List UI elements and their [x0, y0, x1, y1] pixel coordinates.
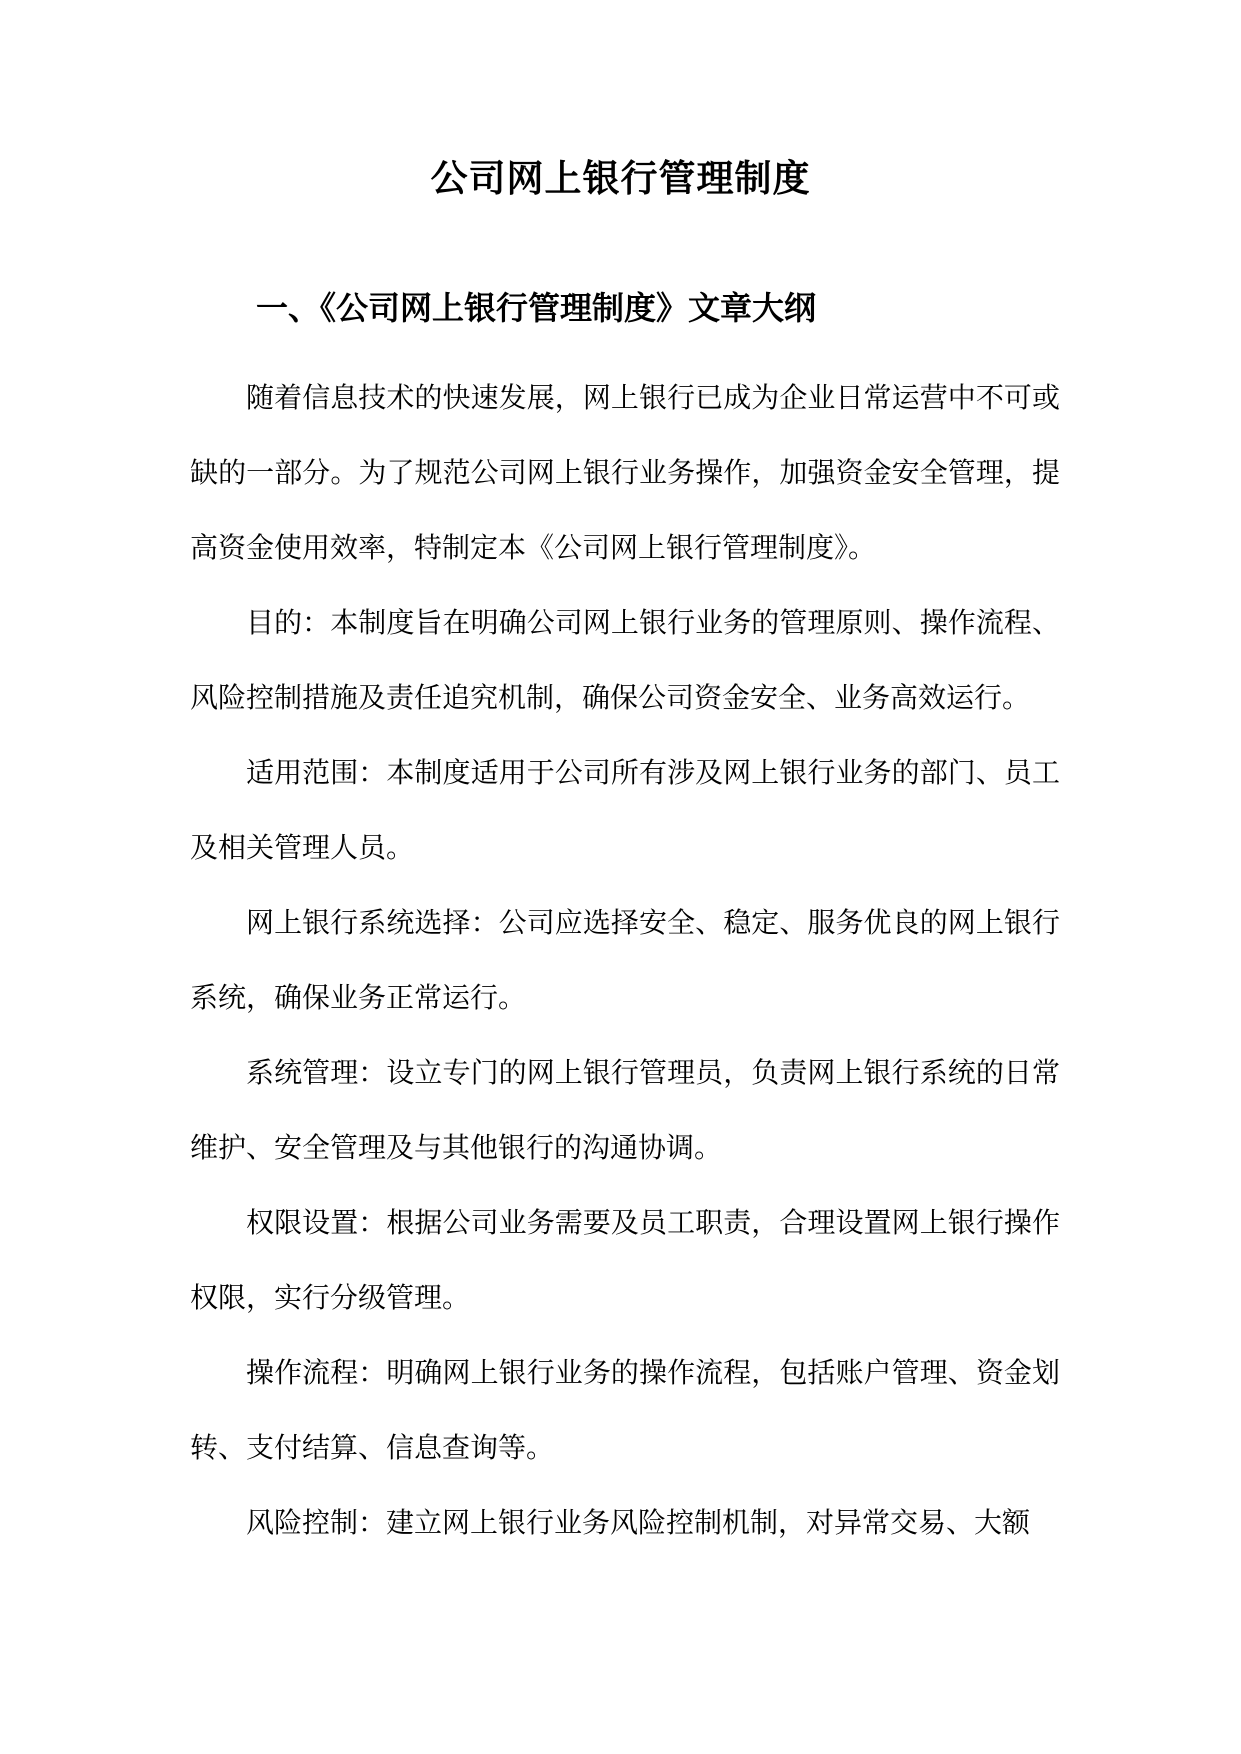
- paragraph-system-selection: 网上银行系统选择：公司应选择安全、稳定、服务优良的网上银行系统，确保业务正常运行。: [190, 906, 1060, 1014]
- paragraph-permissions: 权限设置：根据公司业务需要及员工职责，合理设置网上银行操作权限，实行分级管理。: [190, 1206, 1060, 1314]
- paragraph-scope: 适用范围：本制度适用于公司所有涉及网上银行业务的部门、员工及相关管理人员。: [190, 756, 1060, 864]
- paragraph-purpose: 目的：本制度旨在明确公司网上银行业务的管理原则、操作流程、风险控制措施及责任追究机制，确保公司资金安全、业务高效运行。: [190, 606, 1060, 714]
- document-title: 公司网上银行管理制度: [430, 157, 811, 200]
- paragraph-workflow: 操作流程：明确网上银行业务的操作流程，包括账户管理、资金划转、支付结算、信息查询等。: [190, 1356, 1060, 1464]
- paragraph-risk-control: 风险控制：建立网上银行业务风险控制机制，对异常交易、大额: [246, 1506, 1031, 1539]
- document-body: [190, 360, 1060, 1560]
- paragraph-intro: 随着信息技术的快速发展，网上银行已成为企业日常运营中不可或缺的一部分。为了规范公司网上银行业务操作，加强资金安全管理，提高资金使用效率，特制定本《公司网上银行管理制度》。: [190, 381, 1060, 564]
- section-heading: 一、《公司网上银行管理制度》文章大纲: [256, 289, 817, 327]
- paragraph-system-management: 系统管理：设立专门的网上银行管理员，负责网上银行系统的日常维护、安全管理及与其他银行的沟通协调。: [190, 1056, 1060, 1164]
